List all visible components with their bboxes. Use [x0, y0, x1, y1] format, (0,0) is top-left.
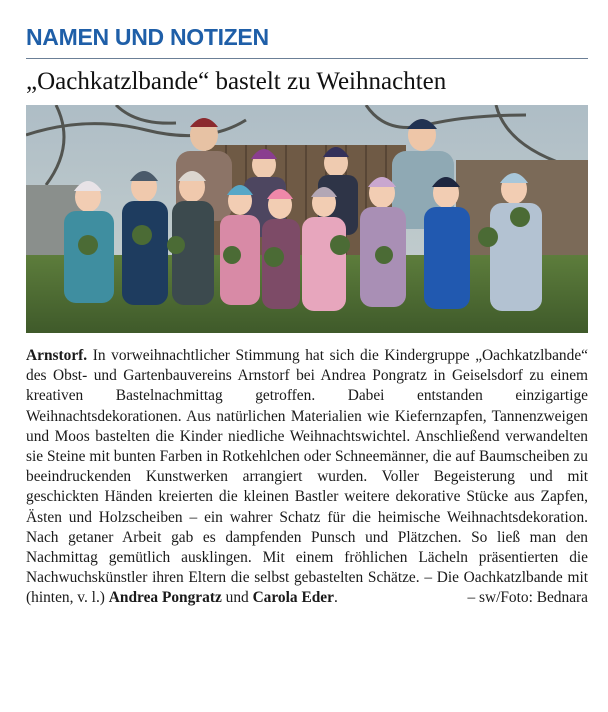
person-name-2: Carola Eder	[252, 589, 334, 607]
photo-credit: – sw/Foto: Bednara	[467, 589, 588, 607]
sentence-end: .	[333, 589, 338, 607]
article-body	[26, 346, 588, 609]
conjunction: und	[221, 589, 253, 607]
article-text: In vorweihnachtlicher Stimmung hat sich die Kindergruppe „Oachkatzlbande“ des Obst- und Gartenbauvereins Arnstorf bei Andrea Pongratz in Geiselsdorf zu einem kreativen Bastelnachmittag getroffen. Dabei entstanden einzigartige Weihnachtsdekorationen. Aus natürlichen Materialien wie Kiefernzapfen, Tannenzweigen und Moos bastelten die Kinder niedliche Weihnachtswichtel. Anschließend verwandelten sie Steine mit bunten Farben in Rotkehlchen oder Schneemänner, die auf Baumscheiben zu beeindruckenden Kunstwerken arrangiert wurden. Voller Begeisterung und mit geschickten Händen kreierten die kleinen Bastler weitere dekorative Stücke aus Zapfen, Ästen und Holzscheiben – ein wahrer Schatz für die heimische Weihnachtsdekoration. Nach getaner Arbeit gab es dampfenden Punsch und Plätzchen. So ließ man den Nachmittag gemütlich ausklingen. Mit einem fröhlichen Lächeln präsentierten die Nachwuchskünstler ihren Eltern die selbst gebastelten Schätze. – Die Oachkatzlbande mit (hinten, v. l.)	[26, 347, 588, 607]
article-dateline: Arnstorf.	[26, 347, 88, 364]
person-name-1: Andrea Pongratz	[108, 589, 222, 607]
article-headline: „Oachkatzlbande“ bastelt zu Weihnachten	[26, 68, 447, 95]
group-photo	[26, 105, 588, 333]
section-title: NAMEN UND NOTIZEN	[26, 24, 269, 50]
section-divider	[26, 58, 588, 59]
